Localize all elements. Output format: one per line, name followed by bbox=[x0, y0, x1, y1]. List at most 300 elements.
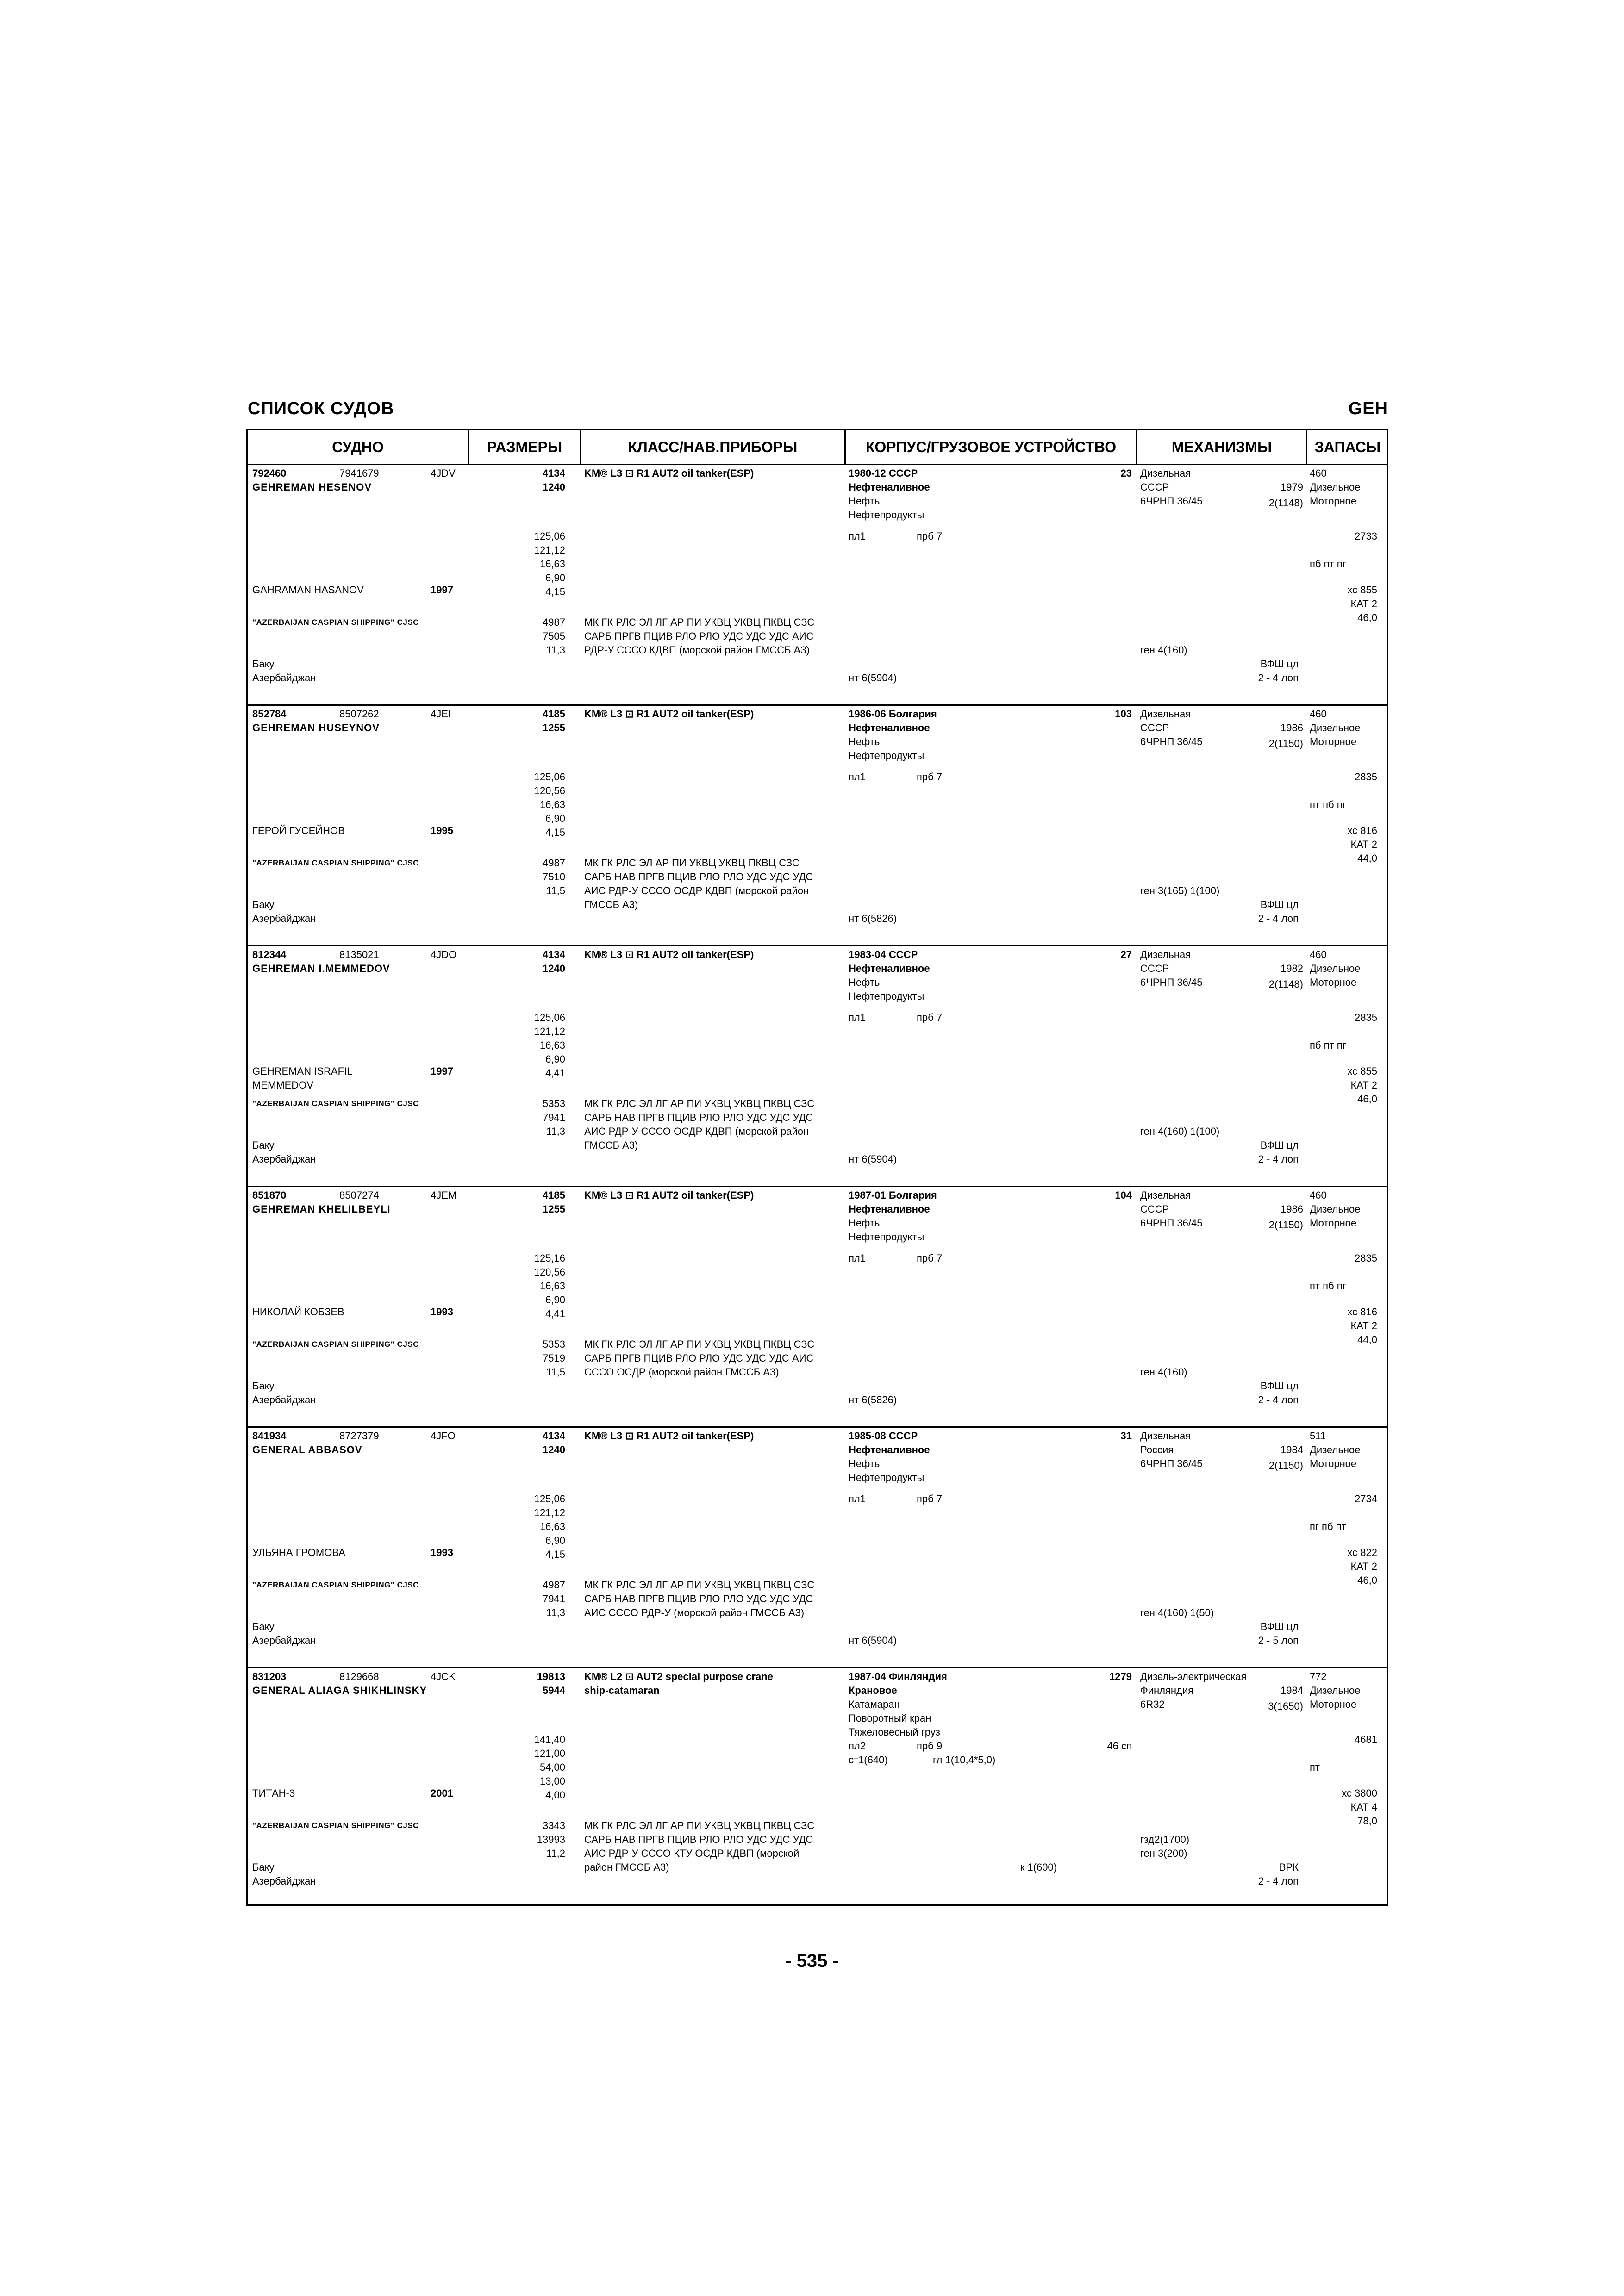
fuel-type: Дизельное bbox=[1310, 1444, 1361, 1456]
propeller-blades: 2 - 4 лоп bbox=[1258, 1153, 1299, 1165]
bulkhead-count: прб 9 bbox=[917, 1740, 943, 1752]
dimension-value: 6,90 bbox=[545, 1053, 565, 1065]
owner: "AZERBAIJAN CASPIAN SHIPPING" CJSC bbox=[252, 618, 419, 627]
crane-info: к 1(600) bbox=[1020, 1861, 1057, 1873]
cargo-type: Катамаран bbox=[849, 1699, 900, 1710]
tank-info: нт 6(5826) bbox=[849, 913, 897, 924]
deadweight-value: 5353 bbox=[543, 1338, 565, 1350]
propeller-blades: 2 - 4 лоп bbox=[1258, 913, 1299, 924]
nav-equipment-line: МК ГК РЛС ЭЛ ЛГ АР ПИ УКВЦ УКВЦ ПКВЦ СЗС bbox=[584, 616, 815, 628]
generator-info: ген 4(160) 1(100) bbox=[1140, 1126, 1220, 1137]
yard-number: 27 bbox=[1120, 949, 1132, 960]
ship-name: GENERAL ALIAGA SHIKHLINSKY bbox=[252, 1685, 427, 1696]
fuel-type: Дизельное bbox=[1310, 481, 1361, 493]
engine-year: 1986 bbox=[1280, 722, 1303, 734]
propeller-blades: 2 - 5 лоп bbox=[1258, 1635, 1299, 1646]
ship-type: Нефтеналивное bbox=[849, 722, 930, 734]
previous-name: УЛЬЯНА ГРОМОВА bbox=[252, 1547, 345, 1558]
propeller-type: ВФШ цл bbox=[1260, 899, 1299, 910]
owner: "AZERBAIJAN CASPIAN SHIPPING" CJSC bbox=[252, 1580, 419, 1589]
gross-tonnage: 4134 bbox=[543, 467, 565, 479]
dimension-value: 125,16 bbox=[534, 1252, 565, 1264]
refrigeration-capacity: хс 3800 bbox=[1342, 1787, 1377, 1799]
call-sign: 4JFO bbox=[431, 1430, 456, 1442]
dimension-value: 141,40 bbox=[534, 1734, 565, 1745]
bulkhead-count: прб 7 bbox=[917, 771, 943, 783]
fuel-type: Дизельное bbox=[1310, 1203, 1361, 1215]
engine-type: Дизельная bbox=[1140, 708, 1191, 720]
fuel-type: Моторное bbox=[1310, 1458, 1357, 1469]
previous-name: ТИТАН-3 bbox=[252, 1787, 295, 1799]
fuel-type: Моторное bbox=[1310, 1699, 1357, 1710]
fuel-type: Моторное bbox=[1310, 977, 1357, 988]
cargo-type: Нефть bbox=[849, 1458, 880, 1469]
water-capacity: 2733 bbox=[1355, 530, 1377, 542]
engine-model: 6ЧРНП 36/45 bbox=[1140, 1458, 1203, 1469]
imo-number: 8507262 bbox=[339, 708, 379, 720]
net-tonnage: 1240 bbox=[543, 1444, 565, 1456]
ship-class: KM® L2 ⊡ AUT2 special purpose crane bbox=[584, 1671, 773, 1682]
engine-country: Россия bbox=[1140, 1444, 1174, 1456]
dimension-value: 6,90 bbox=[545, 813, 565, 824]
supply-kinds: пб пт пг bbox=[1310, 558, 1346, 570]
call-sign: 4JDV bbox=[431, 467, 456, 479]
generator-info: ген 3(200) bbox=[1140, 1848, 1187, 1859]
ship-name: GEHREMAN KHELILBEYLI bbox=[252, 1203, 391, 1215]
flag-country: Азербайджан bbox=[252, 913, 316, 924]
deadweight-value: 11,5 bbox=[546, 1366, 565, 1378]
dimension-value: 13,00 bbox=[539, 1775, 565, 1787]
deadweight-value: 7510 bbox=[543, 871, 565, 883]
net-tonnage: 1255 bbox=[543, 1203, 565, 1215]
cargo-type: Нефть bbox=[849, 495, 880, 507]
dimension-value: 125,06 bbox=[534, 1493, 565, 1505]
dimension-value: 121,12 bbox=[534, 1026, 565, 1037]
main-hatch: гл 1(10,4*5,0) bbox=[933, 1754, 996, 1766]
generator-info: ген 4(160) 1(50) bbox=[1140, 1607, 1214, 1618]
cargo-type: Нефтепродукты bbox=[849, 750, 924, 761]
call-sign: 4JDO bbox=[431, 949, 457, 960]
engine-type: Дизельная bbox=[1140, 467, 1191, 479]
dimension-value: 121,00 bbox=[534, 1748, 565, 1759]
engine-type: Дизельная bbox=[1140, 949, 1191, 960]
dimension-value: 4,15 bbox=[545, 827, 565, 838]
deck-count: пл2 bbox=[849, 1740, 866, 1752]
previous-name: GAHRAMAN HASANOV bbox=[252, 584, 364, 596]
yard-number: 103 bbox=[1115, 708, 1132, 720]
tank-info: нт 6(5826) bbox=[849, 1394, 897, 1406]
deck-count: пл1 bbox=[849, 530, 866, 542]
gross-tonnage: 19813 bbox=[537, 1671, 565, 1682]
boiler-category: КАТ 2 bbox=[1350, 1320, 1377, 1332]
imo-number: 8727379 bbox=[339, 1430, 379, 1442]
gross-tonnage: 4134 bbox=[543, 1430, 565, 1442]
registry-number: 841934 bbox=[252, 1430, 287, 1442]
gross-tonnage: 4185 bbox=[543, 1189, 565, 1201]
column-header-supplies: ЗАПАСЫ bbox=[1314, 439, 1381, 455]
deck-count: пл1 bbox=[849, 1012, 866, 1023]
boiler-category: КАТ 2 bbox=[1350, 1079, 1377, 1091]
tank-info: нт 6(5904) bbox=[849, 672, 897, 684]
engine-model: 6ЧРНП 36/45 bbox=[1140, 495, 1203, 507]
propeller-type: ВФШ цл bbox=[1260, 1621, 1299, 1632]
engine-power: 2(1148) bbox=[1268, 497, 1303, 509]
column-header-ship: СУДНО bbox=[332, 439, 384, 455]
boiler-value: 46,0 bbox=[1357, 1574, 1377, 1586]
nav-equipment-line: МК ГК РЛС ЭЛ ЛГ АР ПИ УКВЦ УКВЦ ПКВЦ СЗС bbox=[584, 1579, 815, 1591]
boiler-category: КАТ 2 bbox=[1350, 839, 1377, 850]
boiler-value: 78,0 bbox=[1357, 1815, 1377, 1827]
propeller-type: ВРК bbox=[1279, 1861, 1299, 1873]
page-title: СПИСОК СУДОВ bbox=[248, 399, 394, 418]
ship-type: Нефтеналивное bbox=[849, 1203, 930, 1215]
ship-type: Нефтеналивное bbox=[849, 481, 930, 493]
generator-info: ген 4(160) bbox=[1140, 1366, 1187, 1378]
owner: "AZERBAIJAN CASPIAN SHIPPING" CJSC bbox=[252, 1340, 419, 1349]
engine-power: 2(1150) bbox=[1268, 738, 1303, 749]
nav-equipment-line: САРБ ПРГВ ПЦИВ РЛО РЛО УДС УДС УДС АИС bbox=[584, 630, 814, 642]
registry-number: 792460 bbox=[252, 467, 287, 479]
deadweight-value: 7941 bbox=[543, 1112, 565, 1123]
engine-power: 3(1650) bbox=[1268, 1700, 1303, 1712]
dimension-value: 121,12 bbox=[534, 1507, 565, 1518]
record-divider bbox=[248, 1667, 1387, 1668]
bulkhead-count: прб 7 bbox=[917, 530, 943, 542]
dimension-value: 16,63 bbox=[539, 1039, 565, 1051]
supply-kinds: пг пб пт bbox=[1310, 1521, 1346, 1532]
dimension-value: 6,90 bbox=[545, 1294, 565, 1306]
engine-year: 1979 bbox=[1280, 481, 1303, 493]
engine-year: 1982 bbox=[1280, 963, 1303, 974]
engine-year: 1984 bbox=[1280, 1444, 1303, 1456]
dimension-value: 16,63 bbox=[539, 558, 565, 570]
nav-equipment-line: ГМССБ А3) bbox=[584, 899, 638, 910]
section-code: GEH bbox=[1348, 399, 1388, 418]
dimension-value: 16,63 bbox=[539, 1280, 565, 1292]
previous-name-year: 1997 bbox=[431, 1065, 453, 1077]
fuel-capacity: 511 bbox=[1310, 1430, 1326, 1442]
ship-name: GEHREMAN I.MEMMEDOV bbox=[252, 963, 390, 974]
home-port: Баку bbox=[252, 658, 275, 670]
registry-number: 852784 bbox=[252, 708, 287, 720]
owner: "AZERBAIJAN CASPIAN SHIPPING" CJSC bbox=[252, 1821, 419, 1830]
fuel-capacity: 460 bbox=[1310, 467, 1327, 479]
engine-power: 2(1150) bbox=[1268, 1219, 1303, 1231]
deadweight-value: 4987 bbox=[543, 1579, 565, 1591]
cargo-type: Нефтепродукты bbox=[849, 509, 924, 521]
dimension-value: 125,06 bbox=[534, 771, 565, 783]
cargo-type: Поворотный кран bbox=[849, 1712, 931, 1724]
build-year-country: 1987-04 Финляндия bbox=[849, 1671, 947, 1682]
propeller-blades: 2 - 4 лоп bbox=[1258, 1875, 1299, 1887]
deck-count: пл1 bbox=[849, 1252, 866, 1264]
dimension-value: 4,41 bbox=[545, 1308, 565, 1319]
column-header-class: КЛАСС/НАВ.ПРИБОРЫ bbox=[628, 439, 798, 455]
previous-name-year: 1993 bbox=[431, 1306, 453, 1318]
dimension-value: 4,00 bbox=[545, 1789, 565, 1801]
ship-class: KM® L3 ⊡ R1 AUT2 oil tanker(ESP) bbox=[584, 1430, 754, 1442]
deadweight-value: 7505 bbox=[543, 630, 565, 642]
fuel-capacity: 460 bbox=[1310, 708, 1327, 720]
propeller-type: ВФШ цл bbox=[1260, 1139, 1299, 1151]
propeller-blades: 2 - 4 лоп bbox=[1258, 672, 1299, 684]
ship-name: GEHREMAN HESENOV bbox=[252, 481, 372, 493]
tank-info: нт 6(5904) bbox=[849, 1635, 897, 1646]
dimension-value: 121,12 bbox=[534, 544, 565, 556]
bulkhead-count: прб 7 bbox=[917, 1012, 943, 1023]
boiler-value: 46,0 bbox=[1357, 612, 1377, 623]
nav-equipment-line: САРБ НАВ ПРГВ ПЦИВ РЛО РЛО УДС УДС УДС bbox=[584, 871, 813, 883]
cargo-type: Нефтепродукты bbox=[849, 990, 924, 1002]
fuel-type: Моторное bbox=[1310, 1217, 1357, 1229]
call-sign: 4JCK bbox=[431, 1671, 456, 1682]
column-header-hull: КОРПУС/ГРУЗОВОЕ УСТРОЙСТВО bbox=[865, 439, 1117, 455]
yard-number: 1279 bbox=[1109, 1671, 1132, 1682]
flag-country: Азербайджан bbox=[252, 1394, 316, 1406]
generator-info: ген 4(160) bbox=[1140, 644, 1187, 656]
engine-type: Дизель-электрическая bbox=[1140, 1671, 1247, 1682]
cargo-type: Нефть bbox=[849, 736, 880, 747]
refrigeration-capacity: хс 816 bbox=[1347, 825, 1377, 836]
dimension-value: 16,63 bbox=[539, 799, 565, 810]
ship-class: KM® L3 ⊡ R1 AUT2 oil tanker(ESP) bbox=[584, 949, 754, 960]
refrigeration-capacity: хс 855 bbox=[1347, 1065, 1377, 1077]
imo-number: 8135021 bbox=[339, 949, 379, 960]
imo-number: 8507274 bbox=[339, 1189, 379, 1201]
fuel-type: Моторное bbox=[1310, 736, 1357, 747]
deck-count: пл1 bbox=[849, 771, 866, 783]
yard-number: 104 bbox=[1115, 1189, 1132, 1201]
deadweight-value: 7941 bbox=[543, 1593, 565, 1605]
propeller-type: ВФШ цл bbox=[1260, 1380, 1299, 1392]
ship-class: KM® L3 ⊡ R1 AUT2 oil tanker(ESP) bbox=[584, 708, 754, 720]
dimension-value: 120,56 bbox=[534, 1266, 565, 1278]
engine-year: 1984 bbox=[1280, 1685, 1303, 1696]
fuel-type: Моторное bbox=[1310, 495, 1357, 507]
column-header-dimensions: РАЗМЕРЫ bbox=[487, 439, 562, 455]
previous-name-cont: MEMMEDOV bbox=[252, 1079, 313, 1091]
ship-type: Крановое bbox=[849, 1685, 897, 1696]
nav-equipment-line: САРБ НАВ ПРГВ ПЦИВ РЛО РЛО УДС УДС УДС bbox=[584, 1112, 813, 1123]
engine-type: Дизельная bbox=[1140, 1430, 1191, 1442]
generator-info: ген 3(165) 1(100) bbox=[1140, 885, 1220, 896]
deadweight-value: 11,3 bbox=[546, 644, 565, 656]
yard-number: 23 bbox=[1120, 467, 1132, 479]
nav-equipment-line: ГМССБ А3) bbox=[584, 1139, 638, 1151]
deadweight-value: 11,3 bbox=[546, 1126, 565, 1137]
previous-name: НИКОЛАЙ КОБЗЕВ bbox=[252, 1306, 344, 1318]
header-divider bbox=[248, 464, 1387, 465]
deadweight-value: 5353 bbox=[543, 1098, 565, 1109]
previous-name: GEHREMAN ISRAFIL bbox=[252, 1065, 353, 1077]
record-divider bbox=[248, 1186, 1387, 1187]
nav-equipment-line: район ГМССБ А3) bbox=[584, 1861, 669, 1873]
nav-equipment-line: МК ГК РЛС ЭЛ АР ПИ УКВЦ УКВЦ ПКВЦ СЗС bbox=[584, 857, 800, 869]
dimension-value: 16,63 bbox=[539, 1521, 565, 1532]
boiler-category: КАТ 2 bbox=[1350, 1561, 1377, 1572]
engine-country: СССР bbox=[1140, 481, 1169, 493]
engine-country: СССР bbox=[1140, 722, 1169, 734]
registry-number: 812344 bbox=[252, 949, 287, 960]
build-year-country: 1986-06 Болгария bbox=[849, 708, 937, 720]
owner: "AZERBAIJAN CASPIAN SHIPPING" CJSC bbox=[252, 859, 419, 867]
home-port: Баку bbox=[252, 899, 275, 910]
fuel-capacity: 460 bbox=[1310, 949, 1327, 960]
water-capacity: 4681 bbox=[1355, 1734, 1377, 1745]
build-year-country: 1987-01 Болгария bbox=[849, 1189, 937, 1201]
flag-country: Азербайджан bbox=[252, 1875, 316, 1887]
ship-type: Нефтеналивное bbox=[849, 963, 930, 974]
generator-diesel: гзд2(1700) bbox=[1140, 1834, 1190, 1845]
net-tonnage: 1255 bbox=[543, 722, 565, 734]
dimension-value: 4,41 bbox=[545, 1067, 565, 1079]
supply-kinds: пт пб пг bbox=[1310, 1280, 1346, 1292]
deck-count: пл1 bbox=[849, 1493, 866, 1505]
ship-name: GENERAL ABBASOV bbox=[252, 1444, 362, 1456]
engine-model: 6ЧРНП 36/45 bbox=[1140, 977, 1203, 988]
previous-name-year: 1995 bbox=[431, 825, 453, 836]
nav-equipment-line: МК ГК РЛС ЭЛ ЛГ АР ПИ УКВЦ УКВЦ ПКВЦ СЗС bbox=[584, 1338, 815, 1350]
imo-number: 8129668 bbox=[339, 1671, 379, 1682]
propeller-type: ВФШ цл bbox=[1260, 658, 1299, 670]
water-capacity: 2835 bbox=[1355, 771, 1377, 783]
cargo-type: Нефтепродукты bbox=[849, 1231, 924, 1243]
call-sign: 4JEI bbox=[431, 708, 451, 720]
dimension-value: 4,15 bbox=[545, 586, 565, 597]
engine-power: 2(1150) bbox=[1268, 1460, 1303, 1471]
engine-country: СССР bbox=[1140, 963, 1169, 974]
column-header-machinery: МЕХАНИЗМЫ bbox=[1171, 439, 1272, 455]
boiler-value: 44,0 bbox=[1357, 852, 1377, 864]
ship-register-table bbox=[246, 429, 1388, 1906]
deadweight-value: 11,2 bbox=[546, 1848, 565, 1859]
nav-equipment-line: САРБ НАВ ПРГВ ПЦИВ РЛО РЛО УДС УДС УДС bbox=[584, 1593, 813, 1605]
water-capacity: 2835 bbox=[1355, 1012, 1377, 1023]
dimension-value: 125,06 bbox=[534, 1012, 565, 1023]
previous-name-year: 1993 bbox=[431, 1547, 453, 1558]
tank-info: нт 6(5904) bbox=[849, 1153, 897, 1165]
registry-number: 831203 bbox=[252, 1671, 287, 1682]
supply-kinds: пб пт пг bbox=[1310, 1039, 1346, 1051]
dimension-value: 6,90 bbox=[545, 1535, 565, 1546]
ship-name: GEHREMAN HUSEYNOV bbox=[252, 722, 380, 734]
deadweight-value: 4987 bbox=[543, 857, 565, 869]
deadweight-value: 7519 bbox=[543, 1352, 565, 1364]
refrigeration-capacity: хс 822 bbox=[1347, 1547, 1377, 1558]
deadweight-value: 11,3 bbox=[546, 1607, 565, 1618]
engine-power: 2(1148) bbox=[1268, 978, 1303, 990]
build-year-country: 1980-12 СССР bbox=[849, 467, 918, 479]
previous-name: ГЕРОЙ ГУСЕЙНОВ bbox=[252, 825, 345, 836]
deadweight-value: 13993 bbox=[537, 1834, 565, 1845]
deadweight-value: 11,5 bbox=[546, 885, 565, 896]
ship-class-cont: ship-catamaran bbox=[584, 1685, 660, 1696]
previous-name-year: 2001 bbox=[431, 1787, 453, 1799]
record-divider bbox=[248, 704, 1387, 706]
ship-class: KM® L3 ⊡ R1 AUT2 oil tanker(ESP) bbox=[584, 467, 754, 479]
dimension-value: 6,90 bbox=[545, 572, 565, 584]
nav-equipment-line: САРБ НАВ ПРГВ ПЦИВ РЛО РЛО УДС УДС УДС bbox=[584, 1834, 813, 1845]
boiler-category: КАТ 2 bbox=[1350, 598, 1377, 610]
record-divider bbox=[248, 1426, 1387, 1428]
registry-number: 851870 bbox=[252, 1189, 287, 1201]
engine-model: 6R32 bbox=[1140, 1699, 1165, 1710]
dimension-value: 54,00 bbox=[539, 1761, 565, 1773]
nav-equipment-line: СССО ОСДР (морской район ГМССБ А3) bbox=[584, 1366, 779, 1378]
deadweight-value: 3343 bbox=[543, 1820, 565, 1831]
page-number: - 535 - bbox=[785, 1951, 839, 1971]
supply-kinds: пт bbox=[1310, 1761, 1320, 1773]
gross-tonnage: 4134 bbox=[543, 949, 565, 960]
call-sign: 4JEM bbox=[431, 1189, 457, 1201]
gross-tonnage: 4185 bbox=[543, 708, 565, 720]
flag-country: Азербайджан bbox=[252, 1153, 316, 1165]
net-tonnage: 5944 bbox=[543, 1685, 565, 1696]
cargo-type: Нефть bbox=[849, 1217, 880, 1229]
yard-number: 31 bbox=[1120, 1430, 1132, 1442]
refrigeration-capacity: хс 816 bbox=[1347, 1306, 1377, 1318]
flag-country: Азербайджан bbox=[252, 1635, 316, 1646]
boiler-value: 44,0 bbox=[1357, 1334, 1377, 1345]
hold-info: ст1(640) bbox=[849, 1754, 888, 1766]
home-port: Баку bbox=[252, 1139, 275, 1151]
engine-model: 6ЧРНП 36/45 bbox=[1140, 1217, 1203, 1229]
frame-count: 46 сп bbox=[1107, 1740, 1132, 1752]
flag-country: Азербайджан bbox=[252, 672, 316, 684]
fuel-type: Дизельное bbox=[1310, 963, 1361, 974]
net-tonnage: 1240 bbox=[543, 481, 565, 493]
water-capacity: 2835 bbox=[1355, 1252, 1377, 1264]
deadweight-value: 4987 bbox=[543, 616, 565, 628]
nav-equipment-line: РДР-У СССО КДВП (морской район ГМССБ А3) bbox=[584, 644, 810, 656]
dimension-value: 125,06 bbox=[534, 530, 565, 542]
record-divider bbox=[248, 945, 1387, 946]
home-port: Баку bbox=[252, 1861, 275, 1873]
nav-equipment-line: АИС РДР-У СССО ОСДР КДВП (морской район bbox=[584, 1126, 809, 1137]
engine-country: СССР bbox=[1140, 1203, 1169, 1215]
build-year-country: 1985-08 СССР bbox=[849, 1430, 918, 1442]
fuel-capacity: 772 bbox=[1310, 1671, 1327, 1682]
build-year-country: 1983-04 СССР bbox=[849, 949, 918, 960]
owner: "AZERBAIJAN CASPIAN SHIPPING" CJSC bbox=[252, 1099, 419, 1108]
previous-name-year: 1997 bbox=[431, 584, 453, 596]
nav-equipment-line: САРБ ПРГВ ПЦИВ РЛО РЛО УДС УДС УДС АИС bbox=[584, 1352, 814, 1364]
boiler-value: 46,0 bbox=[1357, 1093, 1377, 1105]
propeller-blades: 2 - 4 лоп bbox=[1258, 1394, 1299, 1406]
dimension-value: 4,15 bbox=[545, 1549, 565, 1560]
engine-year: 1986 bbox=[1280, 1203, 1303, 1215]
ship-class: KM® L3 ⊡ R1 AUT2 oil tanker(ESP) bbox=[584, 1189, 754, 1201]
engine-country: Финляндия bbox=[1140, 1685, 1194, 1696]
cargo-type: Тяжеловесный груз bbox=[849, 1726, 940, 1738]
refrigeration-capacity: хс 855 bbox=[1347, 584, 1377, 596]
fuel-type: Дизельное bbox=[1310, 1685, 1361, 1696]
nav-equipment-line: АИС РДР-У СССО КТУ ОСДР КДВП (морской bbox=[584, 1848, 800, 1859]
nav-equipment-line: АИС РДР-У СССО ОСДР КДВП (морской район bbox=[584, 885, 809, 896]
fuel-type: Дизельное bbox=[1310, 722, 1361, 734]
nav-equipment-line: АИС СССО РДР-У (морской район ГМССБ А3) bbox=[584, 1607, 805, 1618]
dimension-value: 120,56 bbox=[534, 785, 565, 796]
engine-type: Дизельная bbox=[1140, 1189, 1191, 1201]
nav-equipment-line: МК ГК РЛС ЭЛ ЛГ АР ПИ УКВЦ УКВЦ ПКВЦ СЗС bbox=[584, 1098, 815, 1109]
supply-kinds: пт пб пг bbox=[1310, 799, 1346, 810]
nav-equipment-line: МК ГК РЛС ЭЛ ЛГ АР ПИ УКВЦ УКВЦ ПКВЦ СЗС bbox=[584, 1820, 815, 1831]
cargo-type: Нефть bbox=[849, 977, 880, 988]
ship-type: Нефтеналивное bbox=[849, 1444, 930, 1456]
cargo-type: Нефтепродукты bbox=[849, 1472, 924, 1483]
home-port: Баку bbox=[252, 1380, 275, 1392]
fuel-capacity: 460 bbox=[1310, 1189, 1327, 1201]
